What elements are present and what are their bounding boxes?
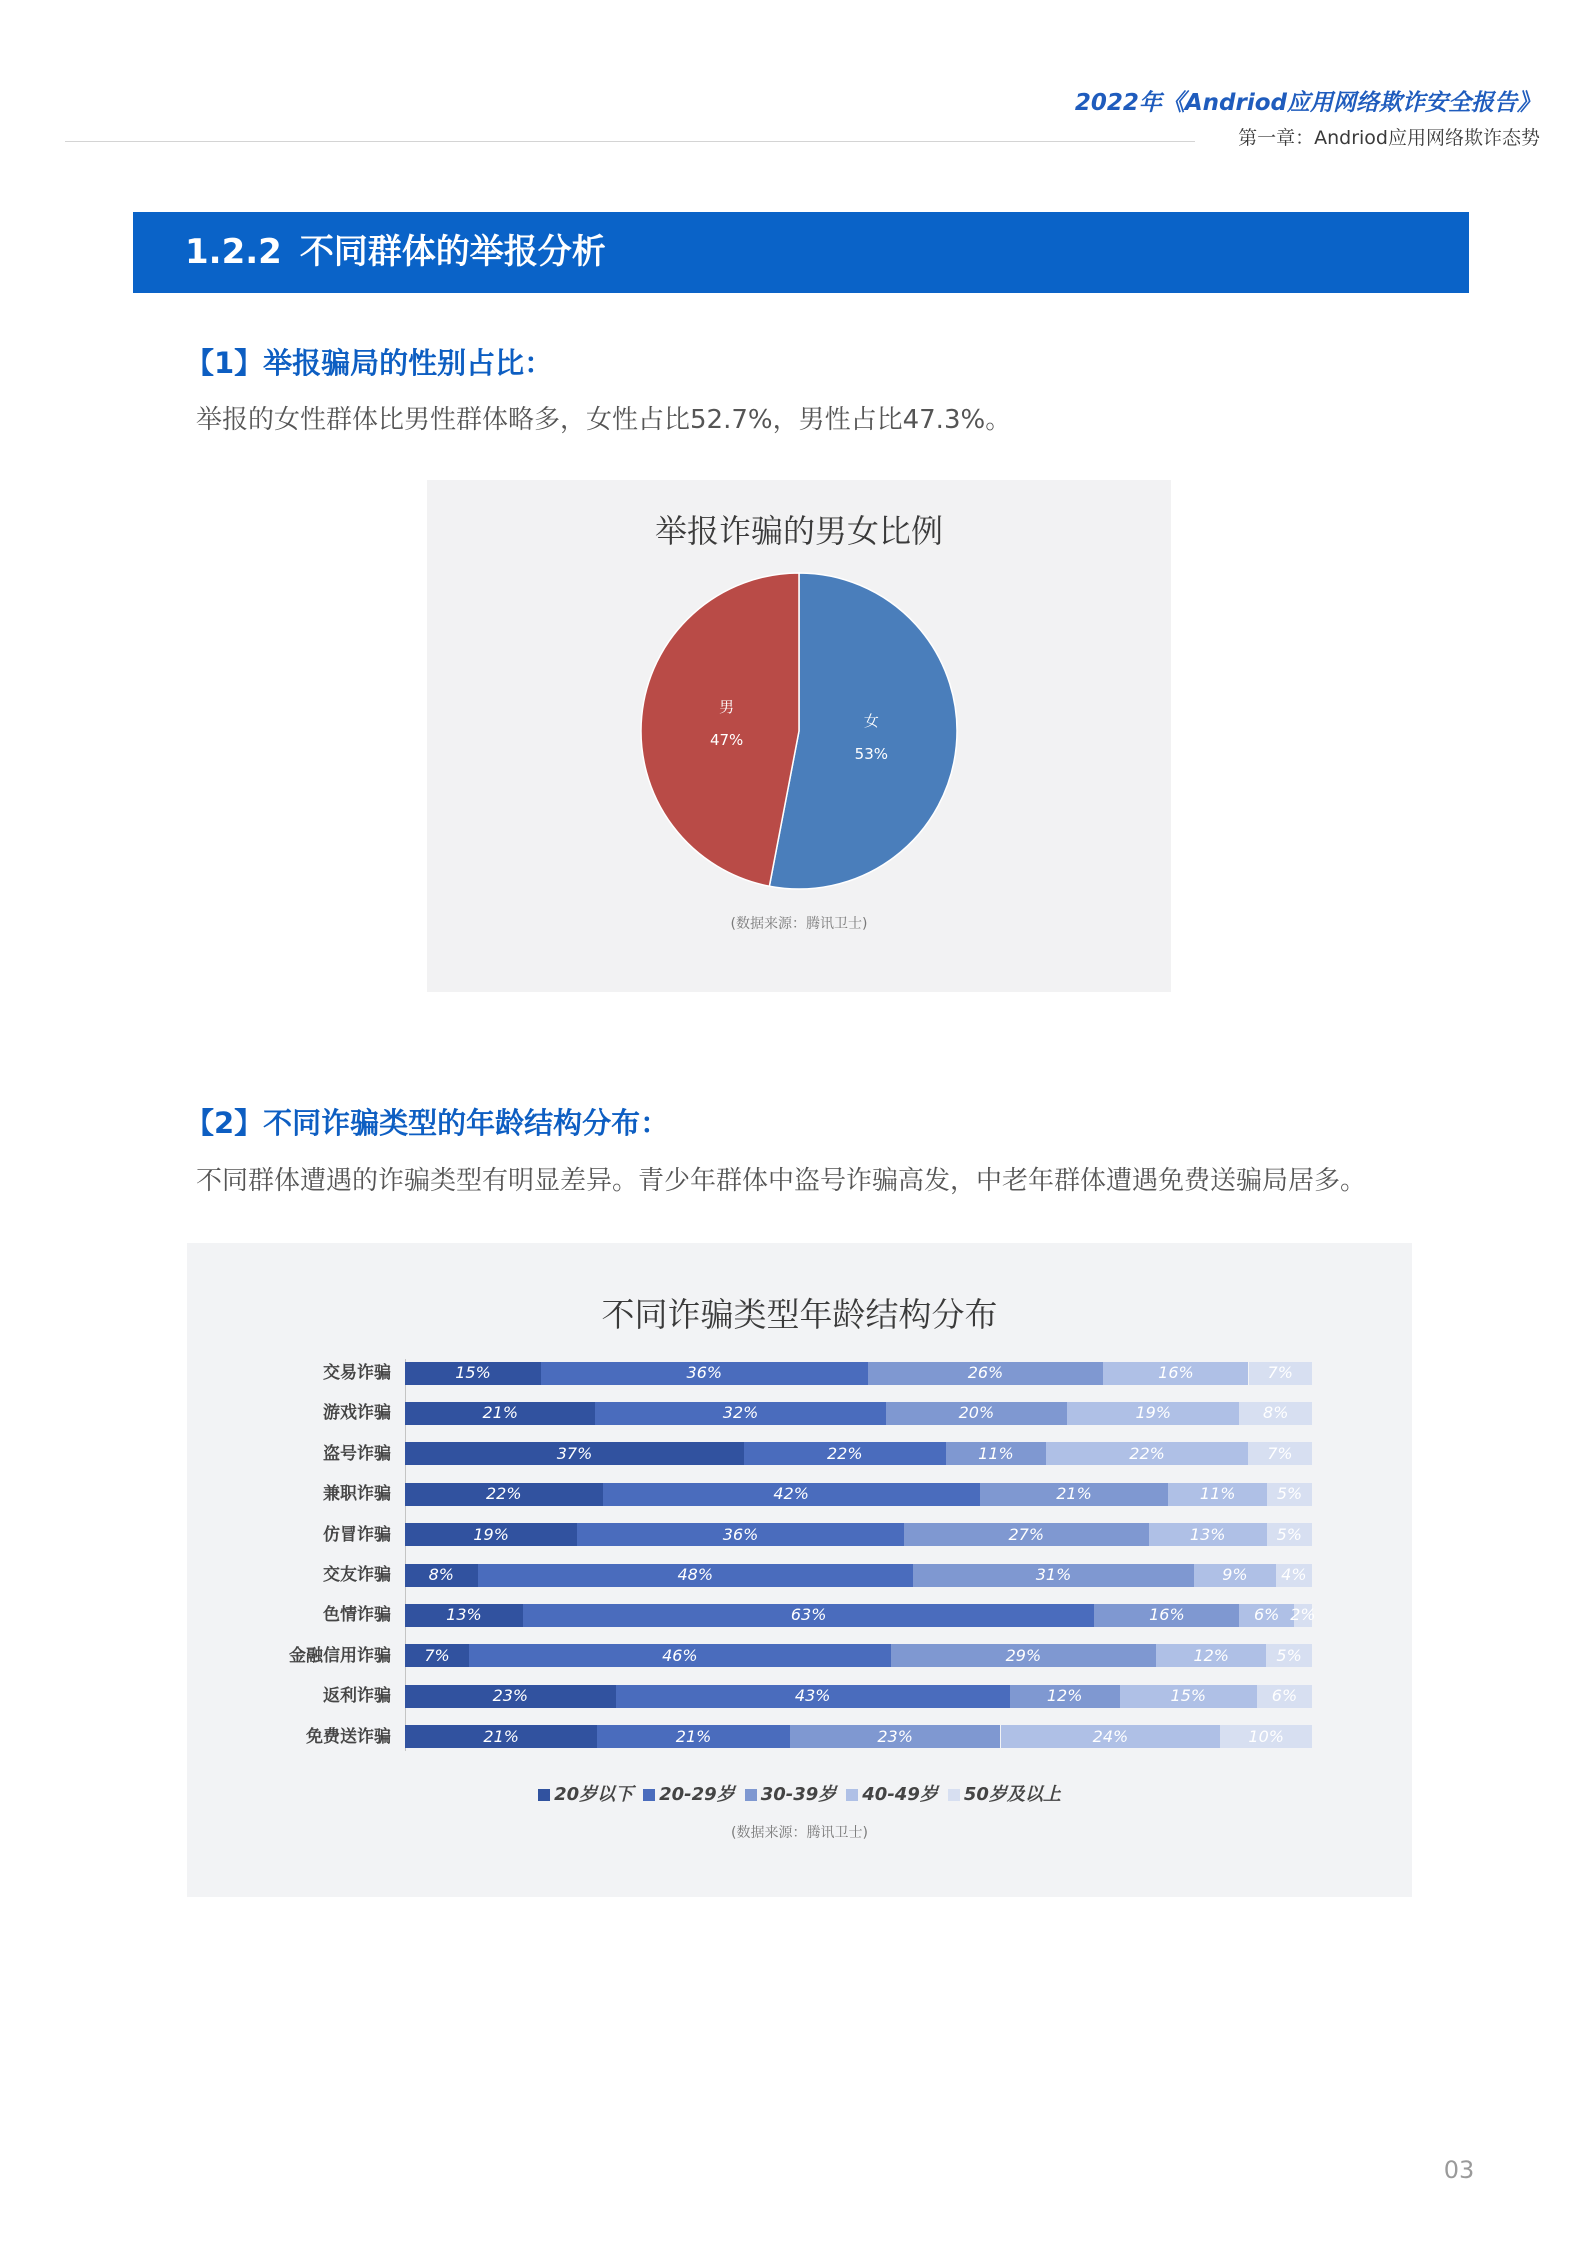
bar-value-label: 15%: [455, 1363, 491, 1382]
chart-source: (数据来源：腾讯卫士): [731, 1825, 868, 1841]
bar-value-label: 19%: [473, 1524, 509, 1544]
bar-value-label: 4%: [1281, 1565, 1307, 1584]
legend-swatch: [745, 1789, 757, 1801]
paragraph-gender: 举报的女性群体比男性群体略多，女性占比52.7%，男性占比47.3%。: [196, 405, 1012, 435]
bar-value-label: 36%: [686, 1363, 723, 1382]
legend-label: 50岁及以上: [963, 1784, 1061, 1805]
legend-label: 40-49岁: [862, 1784, 938, 1805]
pie-value-label: 47%: [709, 731, 744, 750]
bar-value-label: 11%: [1199, 1484, 1236, 1504]
section-heading: [185, 212, 606, 293]
category-label: 交友诈骗: [323, 1565, 391, 1585]
chart-legend: [187, 1782, 1412, 1808]
bar-value-label: 21%: [675, 1726, 712, 1746]
bar-value-label: 21%: [1056, 1484, 1092, 1504]
bar-value-label: 5%: [1276, 1484, 1303, 1504]
category-label: 色情诈骗: [323, 1605, 391, 1626]
chapter-title: 第一章：Andriod应用网络欺诈态势: [1238, 127, 1540, 149]
header-divider: [65, 141, 1195, 142]
bar-value-label: 16%: [1158, 1363, 1194, 1382]
bar-value-label: 7%: [1267, 1443, 1293, 1463]
bar-value-label: 42%: [773, 1484, 809, 1504]
bar-value-label: 8%: [1263, 1403, 1289, 1423]
bar-value-label: 26%: [967, 1363, 1004, 1382]
subsection-heading-age: 【2】不同诈骗类型的年龄结构分布：: [185, 1106, 670, 1140]
bar-value-label: 12%: [1193, 1645, 1229, 1665]
bar-value-label: 9%: [1222, 1565, 1248, 1584]
bar-value-label: 32%: [722, 1403, 759, 1423]
chart-source: (数据来源：腾讯卫士): [730, 916, 868, 932]
bar-value-label: 11%: [978, 1443, 1014, 1463]
category-label: 金融信用诈骗: [289, 1645, 391, 1666]
bar-value-label: 22%: [826, 1443, 863, 1463]
bar-value-label: 31%: [1035, 1565, 1072, 1584]
legend-label: 20-29岁: [659, 1784, 735, 1805]
bar-value-label: 22%: [1129, 1443, 1165, 1463]
category-label: 兼职诈骗: [323, 1484, 391, 1505]
bar-value-label: 24%: [1092, 1726, 1129, 1746]
pie-slice-label: 男: [719, 698, 735, 717]
paragraph-age: 不同群体遭遇的诈骗类型有明显差异。青少年群体中盗号诈骗高发，中老年群体遭遇免费送骗局居多。: [196, 1166, 1367, 1196]
bar-value-label: 43%: [794, 1686, 831, 1706]
legend-swatch: [538, 1789, 550, 1801]
report-title: 2022年《Andriod应用网络欺诈安全报告》: [1074, 90, 1540, 116]
pie-slice: [641, 573, 799, 886]
category-label: 返利诈骗: [323, 1686, 391, 1707]
pie-value-label: 53%: [854, 744, 889, 763]
legend-label: 30-39岁: [760, 1784, 837, 1805]
bar-value-label: 5%: [1276, 1645, 1302, 1665]
section-banner: [133, 212, 1469, 293]
bar-value-label: 36%: [722, 1524, 759, 1544]
category-label: 交易诈骗: [323, 1363, 391, 1383]
bar-value-label: 13%: [446, 1605, 482, 1625]
legend-item: [538, 1783, 633, 1807]
category-label: 免费送诈骗: [306, 1726, 391, 1747]
bar-value-label: 2%: [1290, 1605, 1316, 1625]
legend-item: [643, 1783, 735, 1807]
legend-swatch: [846, 1789, 858, 1801]
legend-swatch: [948, 1789, 960, 1801]
bar-value-label: 37%: [556, 1443, 593, 1463]
bar-value-label: 20%: [958, 1403, 995, 1423]
bar-value-label: 7%: [424, 1645, 450, 1665]
bar-value-label: 27%: [1008, 1524, 1045, 1544]
bar-value-label: 12%: [1046, 1686, 1083, 1706]
bar-value-label: 22%: [486, 1484, 522, 1504]
bar-value-label: 21%: [483, 1726, 519, 1746]
section-title: 不同群体的举报分析: [299, 232, 606, 272]
bar-value-label: 23%: [877, 1726, 913, 1746]
bar-value-label: 6%: [1253, 1605, 1280, 1625]
legend-item: [745, 1783, 837, 1807]
legend-label: 20岁以下: [554, 1784, 634, 1805]
pie-slice-label: 女: [863, 711, 879, 730]
bar-value-label: 7%: [1267, 1363, 1293, 1382]
bar-value-label: 63%: [790, 1605, 827, 1625]
bar-value-label: 23%: [492, 1686, 529, 1706]
category-label: 仿冒诈骗: [323, 1524, 391, 1545]
age-stacked-bar-chart: [187, 1243, 1412, 1897]
bar-value-label: 8%: [428, 1565, 454, 1584]
bar-value-label: 48%: [677, 1565, 714, 1584]
bar-value-label: 10%: [1248, 1726, 1284, 1746]
section-number: 1.2.2: [185, 232, 282, 272]
bar-value-label: 21%: [482, 1403, 519, 1423]
chart-title: 不同诈骗类型年龄结构分布: [601, 1295, 998, 1334]
bar-value-label: 16%: [1149, 1605, 1185, 1625]
subsection-heading-gender: 【1】举报骗局的性别占比：: [185, 346, 554, 380]
bar-value-label: 6%: [1271, 1686, 1298, 1706]
category-label: 盗号诈骗: [323, 1443, 391, 1464]
legend-item: [948, 1783, 1061, 1807]
page-number: 03: [1443, 2156, 1475, 2184]
bar-value-label: 5%: [1276, 1524, 1303, 1544]
bar-value-label: 19%: [1135, 1403, 1172, 1423]
legend-swatch: [643, 1789, 655, 1801]
bar-value-label: 13%: [1189, 1524, 1226, 1544]
legend-item: [846, 1783, 938, 1807]
category-label: 游戏诈骗: [323, 1403, 391, 1424]
gender-pie-chart: [427, 480, 1171, 992]
bar-value-label: 15%: [1170, 1686, 1207, 1706]
chart-title: 举报诈骗的男女比例: [654, 512, 943, 550]
bar-value-label: 46%: [662, 1645, 698, 1665]
bar-value-label: 29%: [1005, 1645, 1042, 1665]
